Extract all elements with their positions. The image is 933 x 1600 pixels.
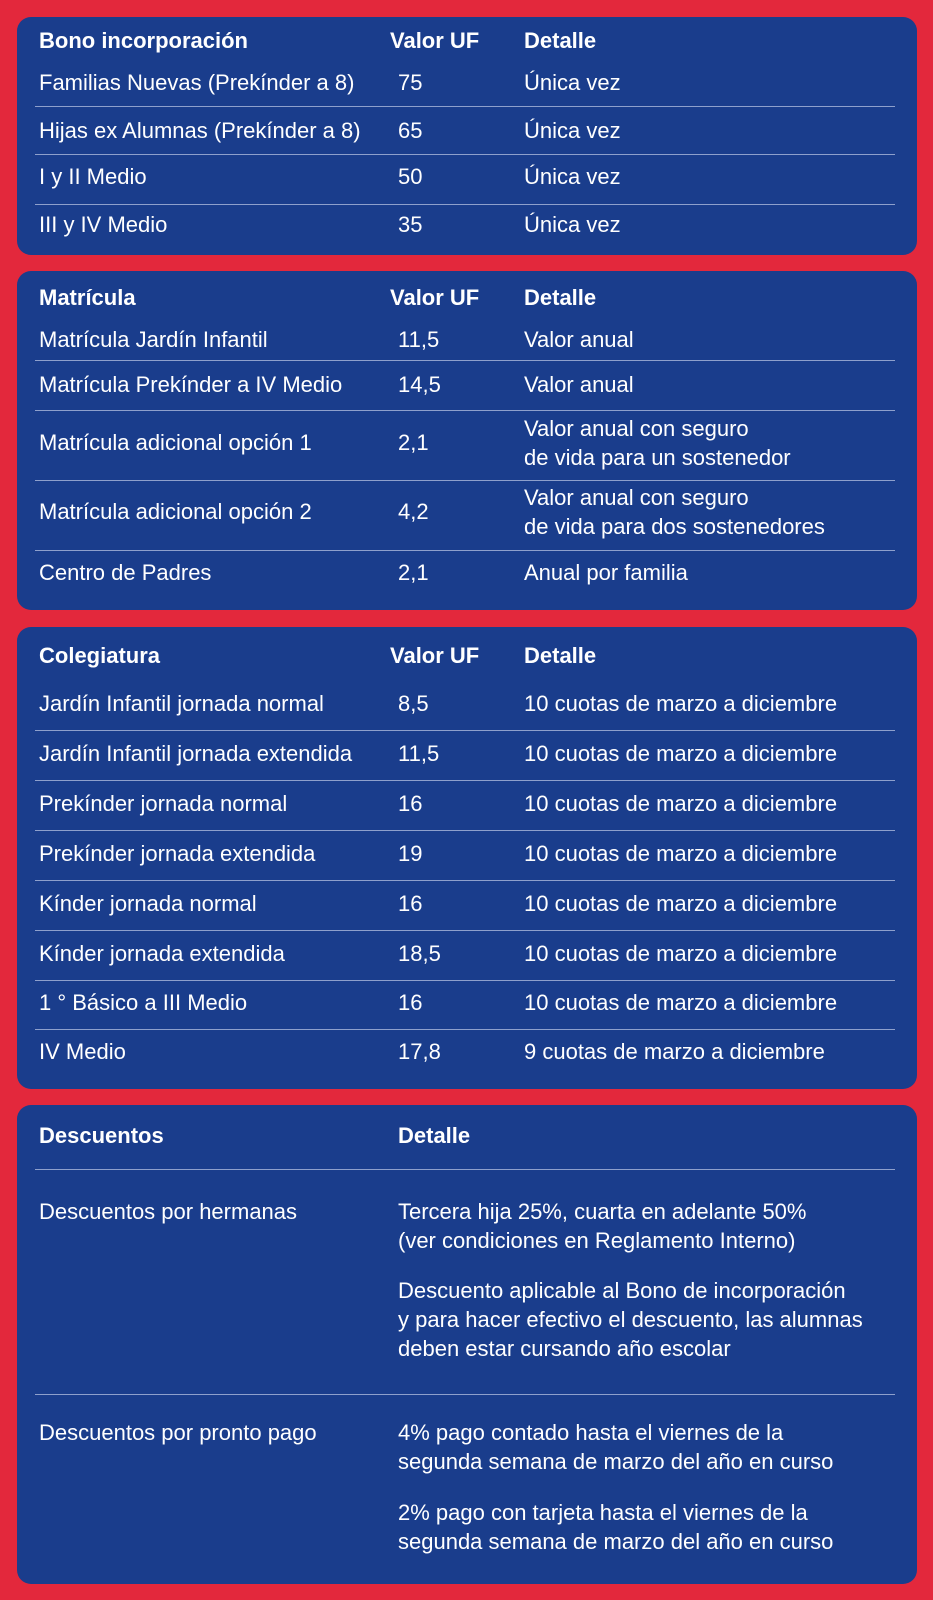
row-divider (35, 1169, 895, 1170)
row-divider (35, 154, 895, 155)
colegiatura-header-detalle: Detalle (524, 643, 597, 668)
row-detail-line2: de vida para dos sostenedores (524, 514, 825, 539)
descuento-pronto-p2-line1: 2% pago con tarjeta hasta el viernes de la (398, 1500, 808, 1525)
row-value: 16 (398, 791, 423, 816)
row-divider (35, 830, 895, 831)
descuentos-card (17, 1105, 917, 1584)
matricula-header-concept: Matrícula (39, 285, 136, 310)
row-concept: III y IV Medio (39, 212, 168, 237)
row-concept: Matrícula adicional opción 1 (39, 430, 312, 455)
row-detail: 10 cuotas de marzo a diciembre (524, 990, 838, 1015)
row-detail: 10 cuotas de marzo a diciembre (524, 691, 838, 716)
row-divider (35, 480, 895, 481)
bono-header-valor: Valor UF (390, 28, 480, 53)
descuentos-header-concept: Descuentos (39, 1123, 164, 1148)
descuento-hermanas-p2-line2: y para hacer efectivo el descuento, las alumnas (398, 1307, 863, 1332)
descuento-pronto-label: Descuentos por pronto pago (39, 1420, 317, 1445)
row-detail: 10 cuotas de marzo a diciembre (524, 941, 838, 966)
colegiatura-header-concept: Colegiatura (39, 643, 161, 668)
row-detail: Valor anual con seguro (524, 416, 749, 441)
row-concept: Jardín Infantil jornada extendida (39, 741, 353, 766)
row-divider (35, 730, 895, 731)
row-divider (35, 980, 895, 981)
row-detail-line2: de vida para un sostenedor (524, 445, 791, 470)
row-value: 8,5 (398, 691, 429, 716)
row-divider (35, 204, 895, 205)
row-divider (35, 880, 895, 881)
bono-incorporacion-card (17, 17, 917, 255)
row-detail: Única vez (524, 212, 621, 237)
bono-header-detalle: Detalle (524, 28, 597, 53)
row-concept: Hijas ex Alumnas (Prekínder a 8) (39, 118, 361, 143)
descuento-hermanas-p2-line3: deben estar cursando año escolar (398, 1336, 731, 1361)
row-value: 75 (398, 70, 423, 95)
row-concept: Matrícula adicional opción 2 (39, 499, 312, 524)
row-concept: 1 ° Básico a III Medio (39, 990, 248, 1015)
row-detail: 10 cuotas de marzo a diciembre (524, 841, 838, 866)
row-concept: Centro de Padres (39, 560, 212, 585)
row-divider (35, 106, 895, 107)
row-concept: Matrícula Jardín Infantil (39, 327, 268, 352)
row-value: 11,5 (398, 327, 440, 352)
row-value: 18,5 (398, 941, 441, 966)
row-value: 16 (398, 990, 423, 1015)
descuento-hermanas-p1-line1: Tercera hija 25%, cuarta en adelante 50% (398, 1199, 807, 1224)
row-concept: I y II Medio (39, 164, 147, 189)
row-value: 4,2 (398, 499, 429, 524)
row-detail: 9 cuotas de marzo a diciembre (524, 1039, 825, 1064)
descuento-pronto-p2-line2: segunda semana de marzo del año en curso (398, 1529, 834, 1554)
row-value: 11,5 (398, 741, 440, 766)
row-detail: 10 cuotas de marzo a diciembre (524, 891, 838, 916)
row-divider (35, 1029, 895, 1030)
row-divider (35, 1394, 895, 1395)
bono-header-concept: Bono incorporación (39, 28, 248, 53)
row-value: 17,8 (398, 1039, 441, 1064)
row-value: 16 (398, 891, 423, 916)
descuento-hermanas-p2-line1: Descuento aplicable al Bono de incorporación (398, 1278, 846, 1303)
row-concept: Jardín Infantil jornada normal (39, 691, 324, 716)
row-concept: Matrícula Prekínder a IV Medio (39, 372, 343, 397)
descuento-pronto-p1-line1: 4% pago contado hasta el viernes de la (398, 1420, 784, 1445)
descuento-hermanas-label: Descuentos por hermanas (39, 1199, 298, 1224)
row-concept: Prekínder jornada extendida (39, 841, 316, 866)
row-value: 2,1 (398, 430, 429, 455)
row-detail: Valor anual (524, 327, 634, 352)
matricula-header-valor: Valor UF (390, 285, 480, 310)
row-detail: Única vez (524, 118, 621, 143)
colegiatura-card (17, 627, 917, 1089)
row-value: 2,1 (398, 560, 429, 585)
row-value: 19 (398, 841, 423, 866)
row-detail: Única vez (524, 164, 621, 189)
descuento-pronto-p1-line2: segunda semana de marzo del año en curso (398, 1449, 834, 1474)
row-detail: Valor anual (524, 372, 634, 397)
row-concept: Kínder jornada extendida (39, 941, 285, 966)
row-detail: Anual por familia (524, 560, 688, 585)
row-divider (35, 550, 895, 551)
row-divider (35, 360, 895, 361)
row-detail: Valor anual con seguro (524, 485, 749, 510)
matricula-header-detalle: Detalle (524, 285, 597, 310)
row-divider (35, 780, 895, 781)
row-divider (35, 930, 895, 931)
colegiatura-header-valor: Valor UF (390, 643, 480, 668)
descuentos-header-detalle: Detalle (398, 1123, 471, 1148)
row-concept: IV Medio (39, 1039, 126, 1064)
row-value: 65 (398, 118, 423, 143)
row-divider (35, 410, 895, 411)
row-value: 14,5 (398, 372, 441, 397)
row-value: 50 (398, 164, 423, 189)
row-detail: 10 cuotas de marzo a diciembre (524, 741, 838, 766)
row-concept: Familias Nuevas (Prekínder a 8) (39, 70, 355, 95)
row-concept: Kínder jornada normal (39, 891, 257, 916)
row-value: 35 (398, 212, 423, 237)
row-detail: Única vez (524, 70, 621, 95)
row-detail: 10 cuotas de marzo a diciembre (524, 791, 838, 816)
descuento-hermanas-p1-line2: (ver condiciones en Reglamento Interno) (398, 1228, 796, 1253)
matricula-card (17, 271, 917, 610)
row-concept: Prekínder jornada normal (39, 791, 288, 816)
